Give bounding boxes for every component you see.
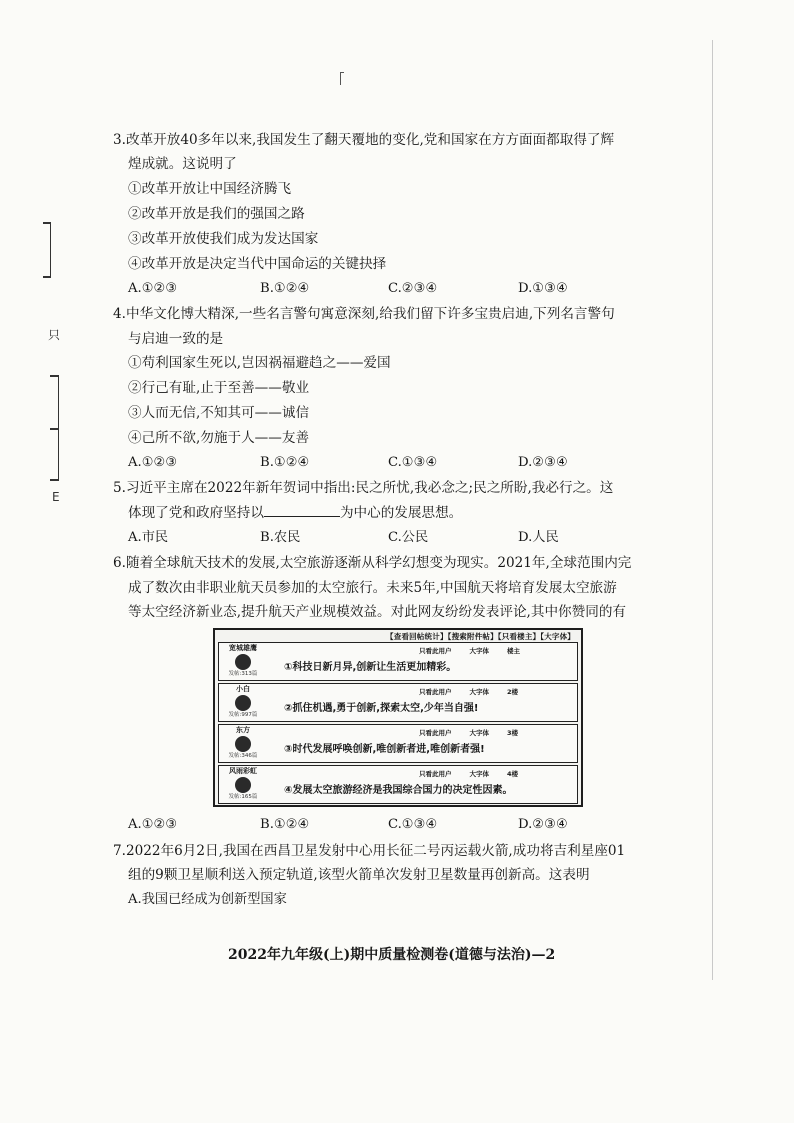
large-font-link: 大字体 [469,770,489,778]
binding-tick [43,276,51,278]
post-author [222,726,264,760]
q6-stem: 等太空经济新业态,提升航天产业规模效益。对此网友纷纷发表评论,其中你赞同的有 [128,604,627,620]
forum-post [218,642,578,681]
post-meta [419,728,536,737]
q4-option-a: A.①②③ [128,455,178,470]
post-author [222,644,264,678]
large-font-link: 大字体 [469,688,489,696]
q4-option-c: C.①③④ [388,455,438,470]
post-username: 小白 [236,685,250,693]
post-comment: ③时代发展呼唤创新,唯创新者进,唯创新者强! [284,744,485,755]
post-author [222,767,264,801]
q4-option-d: D.②③④ [518,455,568,470]
q6-option-a: A.①②③ [128,817,178,832]
q6-option-b: B.①②④ [260,817,310,832]
q5-option-b: B.农民 [260,530,301,545]
avatar [235,777,251,793]
q5-stem-before: 体现了党和政府坚持以 [128,505,264,521]
forum-post [218,683,578,722]
view-user-link: 只看此用户 [419,647,452,655]
q5-stem-after: 为中心的发展思想。 [339,505,463,521]
q4-item: ①苟利国家生死以,岂因祸福避趋之——爱国 [128,355,391,371]
post-count: 发帖:313篇 [228,671,258,677]
post-comment: ①科技日新月异,创新让生活更加精彩。 [284,662,457,673]
q3-stem: 3.改革开放40多年以来,我国发生了翻天覆地的变化,党和国家在方方面面都取得了辉 [113,132,615,148]
post-username: 风雨彩虹 [229,767,257,775]
view-user-link: 只看此用户 [419,688,452,696]
margin-rule [712,40,713,980]
avatar [235,695,251,711]
forum-toolbar: 【查看回帖统计】【搜索附件帖】【只看楼主】【大字体】 [386,632,575,641]
q6-stem: 成了数次由非职业航天员参加的太空旅行。未来5年,中国航天将培育发展太空旅游 [128,580,617,596]
q3-item: ②改革开放是我们的强国之路 [128,206,305,222]
post-meta [419,687,536,696]
q4-stem: 4.中华文化博大精深,一些名言警句寓意深刻,给我们留下许多宝贵启迪,下列名言警句 [113,306,615,322]
forum-screenshot [213,628,583,807]
post-count: 发帖:165篇 [228,794,258,800]
floor-label: 楼主 [507,647,520,655]
q5-option-c: C.公民 [388,530,429,545]
q6-stem: 6.随着全球航天技术的发展,太空旅游逐渐从科学幻想变为现实。2021年,全球范围内完 [113,555,632,571]
q4-item: ③人而无信,不知其可——诚信 [128,405,310,421]
q4-stem: 与启迪一致的是 [128,331,224,347]
q3-item: ④改革开放是决定当代中国命运的关键抉择 [128,256,387,272]
q5-option-a: A.市民 [128,530,169,545]
avatar [235,736,251,752]
view-user-link: 只看此用户 [419,729,452,737]
q3-option-a: A.①②③ [128,281,178,296]
floor-label: 4楼 [507,770,519,778]
q3-option-c: C.②③④ [388,281,438,296]
view-user-link: 只看此用户 [419,770,452,778]
avatar [235,654,251,670]
large-font-link: 大字体 [469,729,489,737]
forum-post [218,765,578,804]
post-username: 东方 [236,726,250,734]
post-comment: ④发展太空旅游经济是我国综合国力的决定性因素。 [284,785,513,796]
floor-label: 3楼 [507,729,519,737]
binding-tick [50,428,59,430]
q5-stem: 5.习近平主席在2022年新年贺词中指出:民之所忧,我必念之;民之所盼,我必行之。这 [113,480,614,496]
q4-option-b: B.①②④ [260,455,310,470]
q6-option-c: C.①③④ [388,817,438,832]
post-username: 宽城雄鹰 [229,644,257,652]
binding-tick [43,222,51,224]
post-meta [419,769,536,778]
q4-item: ②行己有耻,止于至善——敬业 [128,380,310,396]
margin-char: E [52,490,60,504]
scan-mark [340,72,344,85]
q4-item: ④己所不欲,勿施于人——友善 [128,430,310,446]
q7-option-a: A.我国已经成为创新型国家 [128,892,287,907]
q3-stem: 煌成就。这说明了 [128,156,237,172]
floor-label: 2楼 [507,688,519,696]
post-meta [419,646,538,655]
q3-option-b: B.①②④ [260,281,310,296]
binding-tick [50,375,59,377]
page-footer: 2022年九年级(上)期中质量检测卷(道德与法治)—2 [228,947,556,963]
binding-bracket [50,222,51,277]
q5-stem [128,504,462,522]
q5-option-d: D.人民 [518,530,559,545]
q3-item: ③改革开放使我们成为发达国家 [128,231,319,247]
binding-tick [50,479,59,481]
post-author [222,685,264,719]
q3-item: ①改革开放让中国经济腾飞 [128,181,292,197]
forum-post [218,724,578,763]
q7-stem: 7.2022年6月2日,我国在西昌卫星发射中心用长征二号丙运载火箭,成功将吉利星座01 [113,843,626,859]
answer-blank [264,504,340,517]
post-comment: ②抓住机遇,勇于创新,探索太空,少年当自强! [284,703,479,714]
post-count: 发帖:997篇 [228,712,258,718]
q6-option-d: D.②③④ [518,817,568,832]
margin-char: 只 [48,328,61,342]
large-font-link: 大字体 [469,647,489,655]
q7-stem: 组的9颗卫星顺利送入预定轨道,该型火箭单次发射卫星数量再创新高。这表明 [128,867,590,883]
q3-option-d: D.①③④ [518,281,568,296]
post-count: 发帖:346篇 [228,753,258,759]
